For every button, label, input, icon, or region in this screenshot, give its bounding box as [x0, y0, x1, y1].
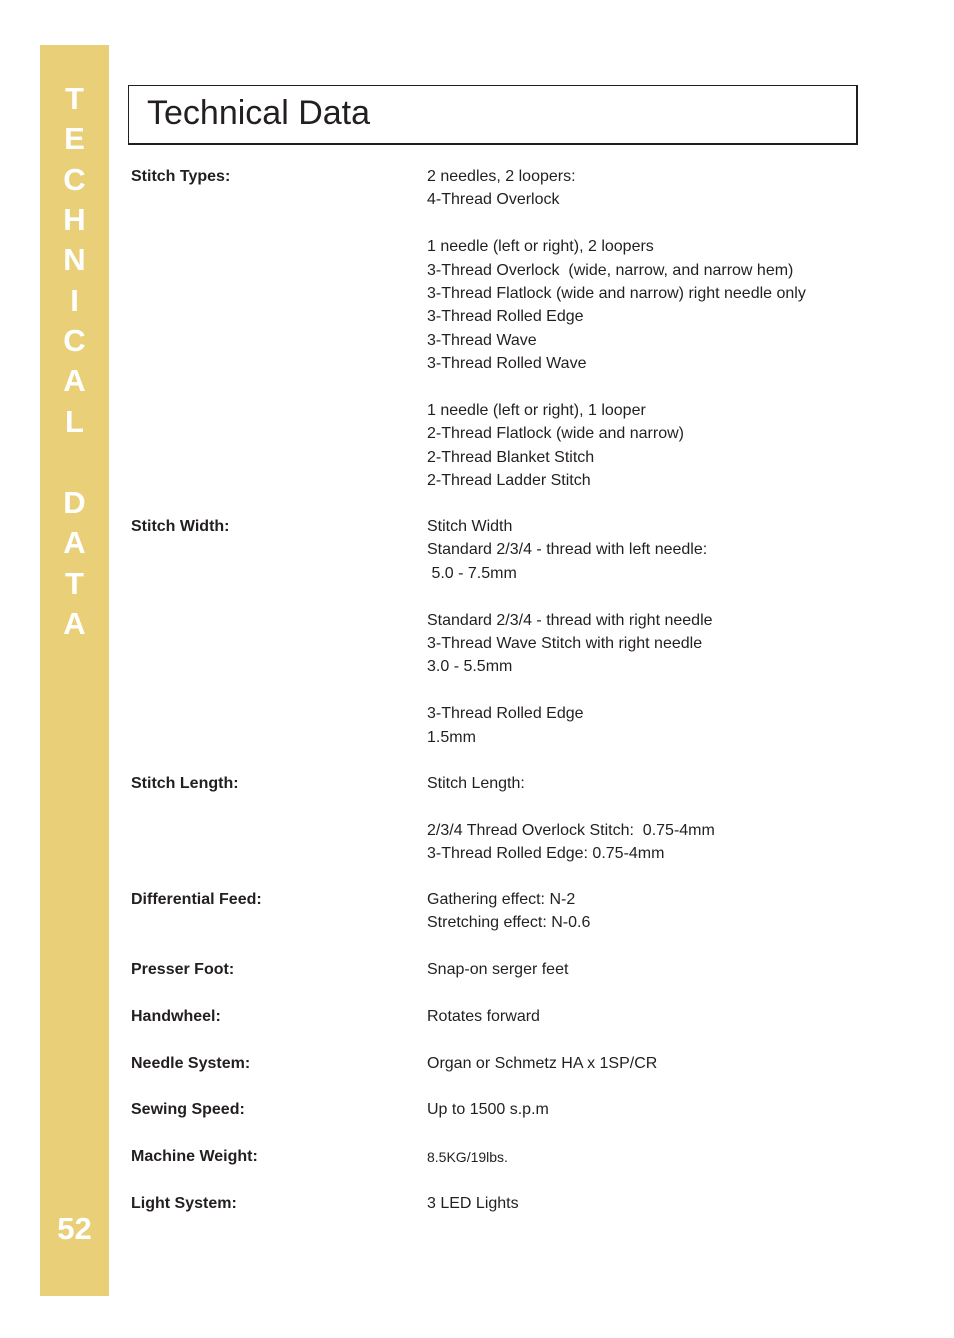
- spec-value-line: Up to 1500 s.p.m: [427, 1101, 549, 1118]
- sidebar-letter: I: [70, 283, 79, 318]
- spec-value-line: 5.0 - 7.5mm: [427, 564, 517, 582]
- spec-label: Presser Foot:: [131, 961, 235, 978]
- sidebar-band: [40, 45, 109, 1296]
- spec-value-line: 3-Thread Wave: [427, 331, 537, 349]
- spec-label: Stitch Types:: [131, 168, 231, 185]
- spec-value-line: 3-Thread Overlock (wide, narrow, and narrow hem): [427, 261, 794, 279]
- page-title: Technical Data: [147, 94, 371, 132]
- spec-label: Needle System:: [131, 1055, 251, 1072]
- page-number: 52: [57, 1211, 92, 1246]
- sidebar-letter: H: [63, 202, 86, 237]
- spec-value-line: Stitch Width: [427, 518, 513, 535]
- spec-value-line: Stretching effect: N-0.6: [427, 914, 591, 932]
- sidebar-letter: A: [63, 363, 86, 398]
- sidebar-letter: A: [63, 606, 86, 641]
- spec-value-line: 3-Thread Rolled Edge: 0.75-4mm: [427, 845, 665, 863]
- spec-value-line: Gathering effect: N-2: [427, 891, 576, 908]
- sidebar-letter: C: [63, 162, 86, 197]
- spec-value-line: 2-Thread Blanket Stitch: [427, 448, 595, 466]
- spec-value-line: Stitch Length:: [427, 775, 525, 792]
- spec-label: Stitch Width:: [131, 518, 230, 535]
- sidebar-letter: D: [63, 485, 86, 520]
- spec-value-line: Standard 2/3/4 - thread with right needle: [427, 611, 713, 629]
- sidebar-letter: L: [65, 404, 84, 439]
- spec-value-line: 2 needles, 2 loopers:: [427, 168, 576, 185]
- sidebar-letter: E: [64, 121, 85, 156]
- spec-label: Stitch Length:: [131, 775, 239, 792]
- sidebar-letter: N: [63, 242, 86, 277]
- spec-value-line: Snap-on serger feet: [427, 961, 569, 978]
- spec-value-line: 2-Thread Ladder Stitch: [427, 472, 591, 490]
- spec-value-line: Rotates forward: [427, 1008, 540, 1025]
- spec-value-line: 1 needle (left or right), 1 looper: [427, 402, 646, 419]
- spec-label: Handwheel:: [131, 1008, 221, 1025]
- spec-value-line: 8.5KG/19lbs.: [427, 1149, 508, 1165]
- spec-value-line: 3-Thread Flatlock (wide and narrow) right needle only: [427, 285, 806, 302]
- spec-value-line: 2-Thread Flatlock (wide and narrow): [427, 425, 684, 443]
- spec-value-line: 3 LED Lights: [427, 1195, 519, 1212]
- spec-label: Light System:: [131, 1195, 237, 1212]
- spec-label: Sewing Speed:: [131, 1101, 245, 1118]
- spec-value-line: Organ or Schmetz HA x 1SP/CR: [427, 1055, 658, 1072]
- spec-value-line: 3-Thread Rolled Edge: [427, 308, 584, 326]
- spec-label: Machine Weight:: [131, 1148, 258, 1165]
- spec-value-line: 2/3/4 Thread Overlock Stitch: 0.75-4mm: [427, 821, 715, 839]
- spec-value-line: 4-Thread Overlock: [427, 191, 560, 209]
- sidebar-letter: C: [63, 323, 86, 358]
- sidebar-letter: T: [65, 81, 84, 116]
- sidebar-letter: A: [63, 525, 86, 560]
- spec-value-line: Standard 2/3/4 - thread with left needle:: [427, 541, 708, 559]
- spec-value-line: 3-Thread Rolled Wave: [427, 355, 587, 373]
- spec-label: Differential Feed:: [131, 891, 262, 908]
- spec-value-line: 1.5mm: [427, 728, 476, 746]
- spec-value-line: 3.0 - 5.5mm: [427, 658, 513, 676]
- sidebar-letter: T: [65, 566, 84, 601]
- spec-value-line: 3-Thread Wave Stitch with right needle: [427, 635, 703, 652]
- spec-value-line: 3-Thread Rolled Edge: [427, 705, 584, 723]
- title-box: [128, 85, 858, 145]
- spec-value-line: 1 needle (left or right), 2 loopers: [427, 238, 654, 256]
